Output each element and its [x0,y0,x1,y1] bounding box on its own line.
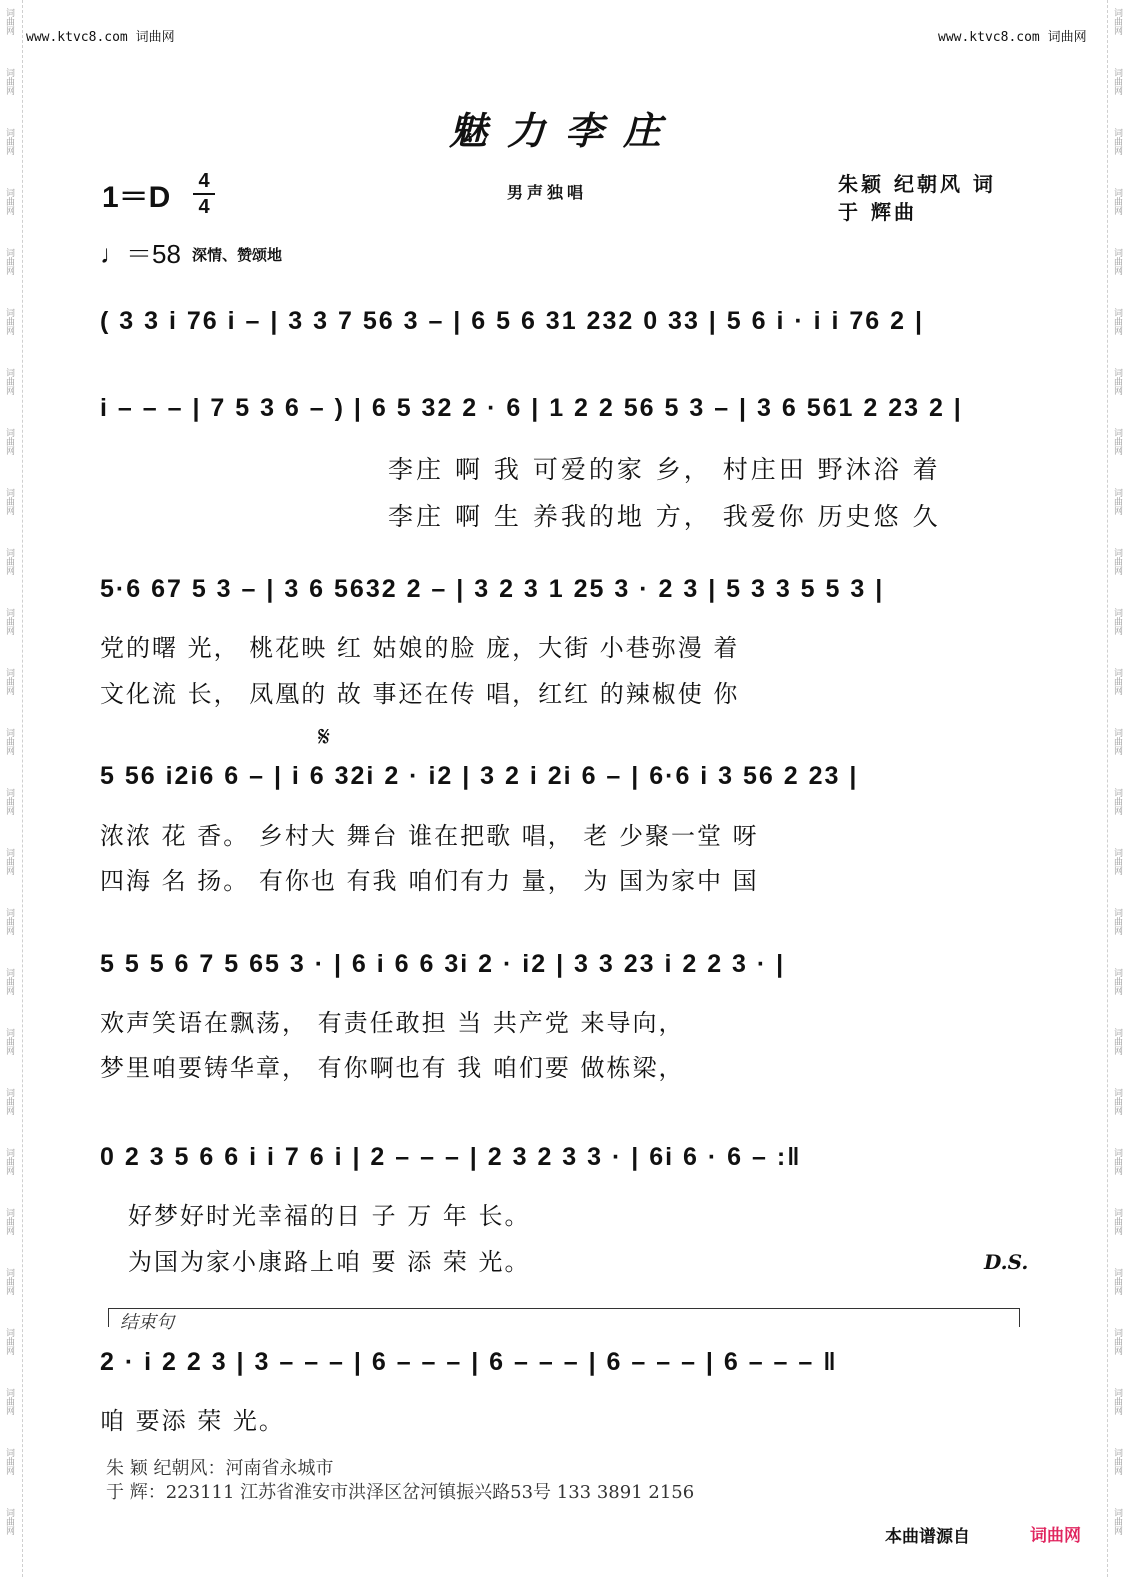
left-watermark-strip [0,0,23,1577]
ending-label: 结束句 [120,1312,174,1333]
side-watermark-text: 词曲网 [1112,848,1122,875]
lyricist-credit: 朱颖 纪朝风 词 [838,172,996,196]
side-watermark-text: 词曲网 [1112,668,1122,695]
dal-segno-marking: D.S. [984,1250,1029,1274]
song-title: 魅力李庄 [448,108,681,153]
segno-sign: 𝄋 [318,720,331,753]
composer-credit: 于 辉曲 [838,200,917,224]
lyric-row-2-verse-2: 李庄 啊 生 养我的地 方， 我爱你 历史悠 久 [388,502,941,531]
side-watermark-text: 词曲网 [4,188,14,215]
side-watermark-text: 词曲网 [4,308,14,335]
side-watermark-text: 词曲网 [4,248,14,275]
side-watermark-text: 词曲网 [1112,428,1122,455]
side-watermark-text: 词曲网 [1112,248,1122,275]
side-watermark-text: 词曲网 [1112,968,1122,995]
side-watermark-text: 词曲网 [1112,728,1122,755]
lyric-row-5-verse-2: 梦里咱要铸华章， 有你啊也有 我 咱们要 做栋梁， [100,1054,685,1082]
time-signature-top: 4 [198,170,210,192]
side-watermark-text: 词曲网 [4,608,14,635]
side-watermark-text: 词曲网 [4,428,14,455]
site-watermark-right: www.ktvc8.com 词曲网 [938,30,1087,45]
side-watermark-text: 词曲网 [4,68,14,95]
lyric-row-5-verse-1: 欢声笑语在飘荡， 有责任敢担 当 共产党 来导向， [100,1009,685,1037]
side-watermark-text: 词曲网 [4,848,14,875]
side-watermark-text: 词曲网 [4,128,14,155]
lyric-row-6-verse-1: 好梦好时光幸福的日 子 万 年 长。 [128,1202,531,1230]
side-watermark-text: 词曲网 [1112,188,1122,215]
staff-row-4: 5 56 i2i6 6 – | i 6 32i 2 · i2 | 3 2 i 2i 6 – | 6·6 i 3 56 2 23 | [100,762,859,790]
staff-row-7: 2 · i 2 2 3 | 3 – – – | 6 – – – | 6 – – – | 6 – – – | 6 – – – ‖ [100,1348,838,1376]
side-watermark-text: 词曲网 [1112,908,1122,935]
side-watermark-text: 词曲网 [1112,788,1122,815]
side-watermark-text: 词曲网 [4,1508,14,1535]
side-watermark-text: 词曲网 [1112,1208,1122,1235]
side-watermark-text: 词曲网 [4,1448,14,1475]
staff-row-1: ( 3 3 i 76 i – | 3 3 7 56 3 – | 6 5 6 31 232 0 33 | 5 6 i · i i 76 2 | [100,307,924,335]
staff-row-2: i – – – | 7 5 3 6 – ) | 6 5 32 2 · 6 | 1 2 2 56 5 3 – | 3 6 561 2 23 2 | [100,394,963,422]
lyric-row-6-verse-2: 为国为家小康路上咱 要 添 荣 光。 [128,1248,531,1276]
side-watermark-text: 词曲网 [4,488,14,515]
lyric-row-4-verse-1: 浓浓 花 香。 乡村大 舞台 谁在把歌 唱， 老 少聚一堂 呀 [100,822,759,850]
side-watermark-text: 词曲网 [1112,8,1122,35]
side-watermark-text: 词曲网 [1112,608,1122,635]
lyric-row-3-verse-2: 文化流 长， 凤凰的 故 事还在传 唱，红红 的辣椒使 你 [100,680,740,708]
side-watermark-text: 词曲网 [1112,1148,1122,1175]
lyric-row-3-verse-1: 党的曙 光， 桃花映 红 姑娘的脸 庞，大街 小巷弥漫 着 [100,634,740,662]
time-signature [193,170,215,218]
side-watermark-text: 词曲网 [4,1388,14,1415]
side-watermark-text: 词曲网 [4,668,14,695]
side-watermark-text: 词曲网 [4,1328,14,1355]
tempo-marking: ♩＝58 [100,239,181,269]
staff-row-5: 5 5 5 6 7 5 65 3 · | 6 i 6 6 3i 2 · i2 | 3 3 23 i 2 2 3 · | [100,950,786,978]
side-watermark-text: 词曲网 [4,968,14,995]
side-watermark-text: 词曲网 [4,8,14,35]
side-watermark-text: 词曲网 [4,788,14,815]
side-watermark-text: 词曲网 [1112,1088,1122,1115]
side-watermark-text: 词曲网 [4,908,14,935]
side-watermark-text: 词曲网 [1112,488,1122,515]
side-watermark-text: 词曲网 [4,728,14,755]
side-watermark-text: 词曲网 [1112,68,1122,95]
lyric-row-7: 咱 要添 荣 光。 [100,1407,285,1435]
side-watermark-text: 词曲网 [1112,1448,1122,1475]
author-address-2: 于 辉：223111 江苏省淮安市洪泽区岔河镇振兴路53号 133 3891 2156 [106,1482,695,1503]
side-watermark-text: 词曲网 [4,1088,14,1115]
lyric-row-2-verse-1: 李庄 啊 我 可爱的家 乡， 村庄田 野沐浴 着 [388,455,941,484]
time-signature-bottom: 4 [198,196,210,218]
side-watermark-text: 词曲网 [1112,128,1122,155]
side-watermark-text: 词曲网 [1112,1388,1122,1415]
side-watermark-text: 词曲网 [1112,368,1122,395]
side-watermark-text: 词曲网 [1112,1268,1122,1295]
source-brand-link[interactable]: 词曲网 [1030,1526,1081,1546]
source-label: 本曲谱源自 [885,1527,970,1547]
side-watermark-text: 词曲网 [1112,1508,1122,1535]
performance-type: 男声独唱 [507,183,588,202]
site-watermark-left: www.ktvc8.com 词曲网 [26,30,175,45]
side-watermark-text: 词曲网 [1112,548,1122,575]
author-address-1: 朱 颖 纪朝风：河南省永城市 [106,1458,334,1479]
key-signature: 1＝D [102,181,171,214]
staff-row-6: 0 2 3 5 6 6 i i 7 6 i | 2 – – – | 2 3 2 3 3 · | 6i 6 · 6 – :‖ [100,1143,802,1171]
ending-bracket [108,1308,1020,1327]
side-watermark-text: 词曲网 [1112,1328,1122,1355]
side-watermark-text: 词曲网 [1112,308,1122,335]
side-watermark-text: 词曲网 [4,548,14,575]
side-watermark-text: 词曲网 [4,1028,14,1055]
tempo-expression: 深情、赞颂地 [192,246,283,264]
side-watermark-text: 词曲网 [4,1148,14,1175]
side-watermark-text: 词曲网 [4,1208,14,1235]
side-watermark-text: 词曲网 [4,368,14,395]
side-watermark-text: 词曲网 [4,1268,14,1295]
right-watermark-strip [1107,0,1130,1577]
side-watermark-text: 词曲网 [1112,1028,1122,1055]
lyric-row-4-verse-2: 四海 名 扬。 有你也 有我 咱们有力 量， 为 国为家中 国 [100,867,759,895]
staff-row-3: 5·6 67 5 3 – | 3 6 5632 2 – | 3 2 3 1 25 3 · 2 3 | 5 3 3 5 5 3 | [100,575,885,603]
